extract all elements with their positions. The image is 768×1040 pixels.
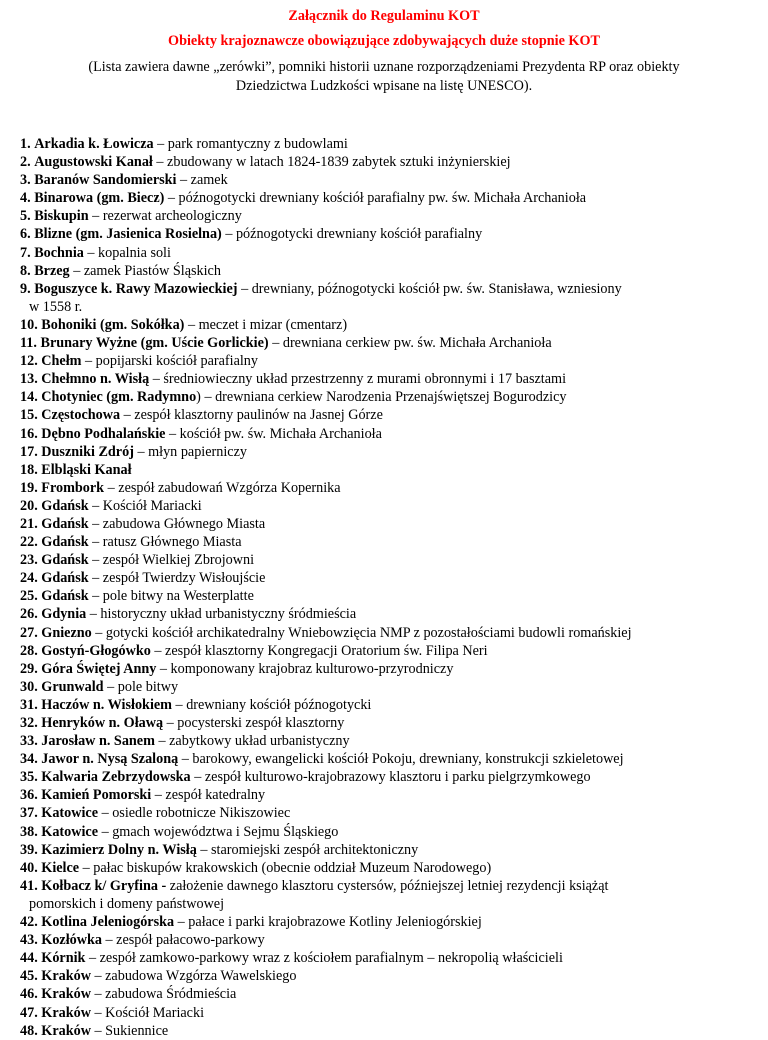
list-item xyxy=(20,497,760,515)
item-name: Jawor n. Nysą Szaloną xyxy=(41,751,179,768)
list-item-line xyxy=(20,804,760,822)
item-number: 8. xyxy=(20,262,31,279)
list-item-line xyxy=(20,587,760,605)
item-description: – kopalnia soli xyxy=(83,244,171,261)
list-item-line xyxy=(20,370,760,388)
list-item xyxy=(20,624,760,642)
item-number: 41. xyxy=(20,877,38,894)
item-number: 7. xyxy=(20,244,31,261)
item-description: – rezerwat archeologiczny xyxy=(88,208,242,225)
item-number: 33. xyxy=(20,733,38,750)
list-item xyxy=(20,280,760,316)
item-name: Grunwald xyxy=(41,678,104,695)
item-number: 31. xyxy=(20,696,38,713)
item-name: Katowice xyxy=(41,805,99,822)
item-name: Jarosław n. Sanem xyxy=(41,733,155,750)
item-name: Gdańsk xyxy=(41,534,89,551)
list-item-line xyxy=(20,406,760,424)
item-number: 40. xyxy=(20,859,38,876)
item-description: – zabudowa Głównego Miasta xyxy=(88,515,266,532)
list-item-line xyxy=(20,624,760,642)
item-number: 15. xyxy=(20,407,38,424)
list-item-line xyxy=(20,696,760,714)
list-item-line xyxy=(20,352,760,370)
list-item-line xyxy=(20,135,760,153)
item-description: – Sukiennice xyxy=(90,1022,169,1039)
item-name: Haczów n. Wisłokiem xyxy=(41,696,172,713)
list-item xyxy=(20,262,760,280)
list-item-line xyxy=(20,479,760,497)
item-name: Kołbacz k/ Gryfina - xyxy=(41,877,167,894)
item-description: – zamek Piastów Śląskich xyxy=(69,262,221,279)
list-item xyxy=(20,225,760,243)
item-description: – ratusz Głównego Miasta xyxy=(88,534,242,551)
item-name: Bohoniki (gm. Sokółka) xyxy=(41,316,185,333)
item-description: – Kościół Mariacki xyxy=(90,1004,205,1021)
item-number: 12. xyxy=(20,353,38,370)
item-name: Chełm xyxy=(41,353,82,370)
item-number: 32. xyxy=(20,715,38,731)
list-item-line xyxy=(20,388,760,406)
item-name: Chełmno n. Wisłą xyxy=(41,371,150,388)
list-item xyxy=(20,750,760,768)
list-item xyxy=(20,515,760,533)
list-item xyxy=(20,551,760,569)
item-description: – zamek xyxy=(176,172,228,189)
list-item xyxy=(20,569,760,587)
item-name: Chotyniec (gm. Radymno xyxy=(41,389,197,406)
item-description: – gotycki kościół archikatedralny Wniebowzięcia NMP z pozostałościami budowli romańskiej xyxy=(91,624,632,641)
list-item-line xyxy=(20,678,760,696)
item-number: 14. xyxy=(20,389,38,406)
item-name: Biskupin xyxy=(34,208,89,225)
item-number: 28. xyxy=(20,642,38,659)
list-item xyxy=(20,877,760,913)
list-item xyxy=(20,153,760,171)
list-item-line xyxy=(20,931,760,949)
intro-line-1: (Lista zawiera dawne „zerówki”, pomniki historii uznane rozporządzeniami Prezydenta RP oraz obiekty xyxy=(88,59,680,75)
list-item xyxy=(20,406,760,424)
item-number: 26. xyxy=(20,606,38,623)
item-number: 45. xyxy=(20,968,38,985)
item-description: – zbudowany w latach 1824-1839 zabytek sztuki inżynierskiej xyxy=(152,154,511,171)
item-description: – pole bitwy xyxy=(103,678,179,695)
item-name: Brunary Wyżne (gm. Uście Gorlickie) xyxy=(40,335,269,352)
list-item xyxy=(20,678,760,696)
item-number: 16. xyxy=(20,425,38,442)
item-number: 21. xyxy=(20,515,38,532)
item-number: 23. xyxy=(20,552,38,569)
item-name: Kamień Pomorski xyxy=(41,787,152,804)
list-item xyxy=(20,587,760,605)
list-item-line xyxy=(20,1004,760,1022)
list-item xyxy=(20,732,760,750)
item-description: – późnogotycki drewniany kościół parafialny pw. św. Michała Archanioła xyxy=(164,190,587,207)
item-description: – zespół zabudowań Wzgórza Kopernika xyxy=(104,479,341,496)
item-number: 3. xyxy=(20,172,31,189)
item-description: – pocysterski zespół klasztorny xyxy=(163,715,345,731)
list-item-line xyxy=(20,841,760,859)
item-name: Kielce xyxy=(41,859,80,876)
list-item xyxy=(20,696,760,714)
list-item-line xyxy=(20,823,760,841)
item-description: – zabudowa Wzgórza Wawelskiego xyxy=(90,968,297,985)
item-description: – pałac biskupów krakowskich (obecnie oddział Muzeum Narodowego) xyxy=(79,859,492,876)
list-item xyxy=(20,244,760,262)
item-number: 46. xyxy=(20,986,38,1003)
item-description: – drewniany kościół późnogotycki xyxy=(172,696,372,713)
item-description: – zespół Wielkiej Zbrojowni xyxy=(88,552,255,569)
item-name: Góra Świętej Anny xyxy=(41,660,157,677)
item-name: Baranów Sandomierski xyxy=(34,172,177,189)
item-description: – zabytkowy układ urbanistyczny xyxy=(154,733,350,750)
list-item xyxy=(20,660,760,678)
item-number: 30. xyxy=(20,678,38,695)
list-item-line xyxy=(20,280,760,298)
list-item xyxy=(20,316,760,334)
item-name: Binarowa (gm. Biecz) xyxy=(34,190,165,207)
item-description: – meczet i mizar (cmentarz) xyxy=(184,316,348,333)
list-item-line xyxy=(20,244,760,262)
item-number: 19. xyxy=(20,479,38,496)
item-name: Kraków xyxy=(41,986,91,1003)
list-item-line xyxy=(20,967,760,985)
list-item xyxy=(20,859,760,877)
item-description: – park romantyczny z budowlami xyxy=(153,136,348,152)
item-number: 47. xyxy=(20,1004,38,1021)
list-item xyxy=(20,425,760,443)
list-item xyxy=(20,605,760,623)
list-item-line xyxy=(20,949,760,967)
item-number: 27. xyxy=(20,624,38,641)
item-name: Augustowski Kanał xyxy=(34,154,153,171)
item-name: Kraków xyxy=(41,1022,91,1039)
list-item xyxy=(20,461,760,479)
list-item xyxy=(20,913,760,931)
item-number: 35. xyxy=(20,769,38,786)
list-item xyxy=(20,768,760,786)
list-item xyxy=(20,804,760,822)
list-item-line xyxy=(20,768,760,786)
item-number: 39. xyxy=(20,841,38,858)
item-name: Blizne (gm. Jasienica Rosielna) xyxy=(34,226,222,243)
item-name: Gdańsk xyxy=(41,497,89,514)
list-item-line xyxy=(20,461,760,479)
item-name: Brzeg xyxy=(34,262,70,279)
item-name: Katowice xyxy=(41,823,99,840)
item-number: 44. xyxy=(20,950,38,967)
item-name: Kazimierz Dolny n. Wisłą xyxy=(41,841,197,858)
list-item xyxy=(20,642,760,660)
item-description: – kościół pw. św. Michała Archanioła xyxy=(165,425,382,442)
list-item-line xyxy=(20,533,760,551)
list-item-line xyxy=(20,1022,760,1040)
list-item-line xyxy=(20,551,760,569)
list-item-line xyxy=(20,750,760,768)
item-description: – zespół klasztorny paulinów na Jasnej Górze xyxy=(120,407,383,424)
item-name: Gdańsk xyxy=(41,552,89,569)
item-description: – późnogotycki drewniany kościół parafialny xyxy=(221,226,483,243)
item-name: Dębno Podhalańskie xyxy=(41,425,166,442)
item-description-continued: pomorskich i domeny państwowej xyxy=(29,895,225,912)
item-number: 42. xyxy=(20,914,38,931)
item-name: Kalwaria Zebrzydowska xyxy=(41,769,191,786)
item-number: 1. xyxy=(20,136,31,152)
list-item-line xyxy=(20,443,760,461)
list-item xyxy=(20,479,760,497)
list-item xyxy=(20,443,760,461)
list-item xyxy=(20,370,760,388)
list-item xyxy=(20,189,760,207)
item-number: 22. xyxy=(20,534,38,551)
list-item-line xyxy=(20,497,760,515)
list-item-line xyxy=(20,913,760,931)
item-name: Kotlina Jeleniogórska xyxy=(41,914,175,931)
item-number: 29. xyxy=(20,660,38,677)
list-item xyxy=(20,786,760,804)
list-item xyxy=(20,352,760,370)
item-name: Kraków xyxy=(41,968,91,985)
list-item xyxy=(20,714,760,732)
item-description: – młyn papierniczy xyxy=(133,443,247,460)
item-description: – zespół klasztorny Kongregacji Oratorium św. Filipa Neri xyxy=(150,642,488,659)
list-item xyxy=(20,1004,760,1022)
item-number: 9. xyxy=(20,280,31,297)
item-description: – popijarski kościół parafialny xyxy=(81,353,258,370)
list-item-line xyxy=(20,660,760,678)
list-item-line xyxy=(20,859,760,877)
list-item xyxy=(20,985,760,1003)
list-item-line xyxy=(20,153,760,171)
item-number: 13. xyxy=(20,371,38,388)
item-name: Bochnia xyxy=(34,244,84,261)
item-description: – historyczny układ urbanistyczny śródmieścia xyxy=(86,606,357,623)
list-item-line xyxy=(20,605,760,623)
item-description: – drewniany, późnogotycki kościół pw. św. Stanisława, wzniesiony xyxy=(237,280,622,297)
list-item-line xyxy=(20,334,760,352)
item-number: 43. xyxy=(20,932,38,949)
item-description: – komponowany krajobraz kulturowo-przyrodniczy xyxy=(156,660,454,677)
item-description: – pałace i parki krajobrazowe Kotliny Jeleniogórskiej xyxy=(174,914,482,931)
list-item xyxy=(20,334,760,352)
document-subtitle: Obiekty krajoznawcze obowiązujące zdobywających duże stopnie KOT xyxy=(168,33,600,49)
item-number: 20. xyxy=(20,497,38,514)
item-description: – zespół Twierdzy Wisłoujście xyxy=(88,570,266,587)
list-item-line xyxy=(20,569,760,587)
item-description: – gmach województwa i Sejmu Śląskiego xyxy=(98,823,339,840)
item-description: – drewniana cerkiew pw. św. Michała Archanioła xyxy=(268,335,552,352)
item-number: 37. xyxy=(20,805,38,822)
item-number: 2. xyxy=(20,154,31,171)
list-item xyxy=(20,171,760,189)
list-item-line xyxy=(20,732,760,750)
item-number: 18. xyxy=(20,461,38,478)
item-description: – pole bitwy na Westerplatte xyxy=(88,588,254,605)
item-name: Kraków xyxy=(41,1004,91,1021)
list-item xyxy=(20,533,760,551)
list-item-line xyxy=(20,425,760,443)
item-number: 24. xyxy=(20,570,38,587)
list-item xyxy=(20,207,760,225)
item-number: 5. xyxy=(20,208,31,225)
item-description: – zabudowa Śródmieścia xyxy=(90,986,237,1003)
item-number: 34. xyxy=(20,751,38,768)
item-name: Elbląski Kanał xyxy=(41,461,132,478)
item-description: – osiedle robotnicze Nikiszowiec xyxy=(98,805,291,822)
item-number: 48. xyxy=(20,1022,38,1039)
list-item xyxy=(20,1022,760,1040)
item-number: 25. xyxy=(20,588,38,605)
list-item xyxy=(20,823,760,841)
item-name: Duszniki Zdrój xyxy=(41,443,134,460)
item-number: 38. xyxy=(20,823,38,840)
list-item-line xyxy=(20,171,760,189)
item-description: – zespół pałacowo-parkowy xyxy=(101,932,265,949)
item-description: – średniowieczny układ przestrzenny z murami obronnymi i 17 basztami xyxy=(149,371,567,388)
item-name: Kozłówka xyxy=(41,932,102,949)
item-description: założenie dawnego klasztoru cystersów, późniejszej letniej rezydencji książąt xyxy=(166,877,609,894)
item-number: 11. xyxy=(20,335,37,352)
item-number: 6. xyxy=(20,226,31,243)
document-title: Załącznik do Regulaminu KOT xyxy=(288,8,480,24)
list-item xyxy=(20,949,760,967)
item-name: Gostyń-Głogówko xyxy=(41,642,151,659)
list-item-line xyxy=(20,225,760,243)
list-item-line xyxy=(20,985,760,1003)
list-item-line xyxy=(20,786,760,804)
list-item-line xyxy=(20,642,760,660)
list-item-line xyxy=(20,262,760,280)
item-name: Gdańsk xyxy=(41,570,89,587)
intro-line-2: Dziedzictwa Ludzkości wpisane na listę UNESCO). xyxy=(235,78,533,94)
intro-paragraph xyxy=(50,58,718,96)
item-name: Gdynia xyxy=(41,606,87,623)
item-name: Frombork xyxy=(41,479,105,496)
list-item-line xyxy=(20,515,760,533)
list-item xyxy=(20,967,760,985)
item-name: Częstochowa xyxy=(41,407,121,424)
list-item-line xyxy=(20,714,760,732)
list-item xyxy=(20,841,760,859)
list-item xyxy=(20,931,760,949)
item-description: – zespół katedralny xyxy=(151,787,266,804)
item-description: – zespół zamkowo-parkowy wraz z kościołem parafialnym – nekropolią właścicieli xyxy=(85,950,563,967)
list-item xyxy=(20,388,760,406)
item-name: Arkadia k. Łowicza xyxy=(34,136,154,152)
item-name: Henryków n. Oławą xyxy=(41,715,164,731)
item-number: 17. xyxy=(20,443,38,460)
list-item-line xyxy=(20,316,760,334)
item-description-continued: w 1558 r. xyxy=(29,298,83,315)
item-number: 4. xyxy=(20,190,31,207)
item-description: – barokowy, ewangelicki kościół Pokoju, drewniany, konstrukcji szkieletowej xyxy=(178,751,624,768)
item-number: 36. xyxy=(20,787,38,804)
objects-list xyxy=(20,135,760,1040)
item-description: – staromiejski zespół architektoniczny xyxy=(196,841,419,858)
item-name: Boguszyce k. Rawy Mazowieckiej xyxy=(34,280,238,297)
item-name: Kórnik xyxy=(41,950,86,967)
item-number: 10. xyxy=(20,316,38,333)
list-item xyxy=(20,135,760,153)
item-name: Gdańsk xyxy=(41,588,89,605)
item-description: – Kościół Mariacki xyxy=(88,497,202,514)
list-item-line xyxy=(20,207,760,225)
list-item-line xyxy=(20,877,760,895)
item-description: – zespół kulturowo-krajobrazowy klasztoru i parku pielgrzymkowego xyxy=(190,769,591,786)
item-name: Gniezno xyxy=(41,624,92,641)
item-name: Gdańsk xyxy=(41,515,89,532)
list-item-line xyxy=(20,189,760,207)
item-description: ) – drewniana cerkiew Narodzenia Przenajświętszej Bogurodzicy xyxy=(196,389,567,406)
